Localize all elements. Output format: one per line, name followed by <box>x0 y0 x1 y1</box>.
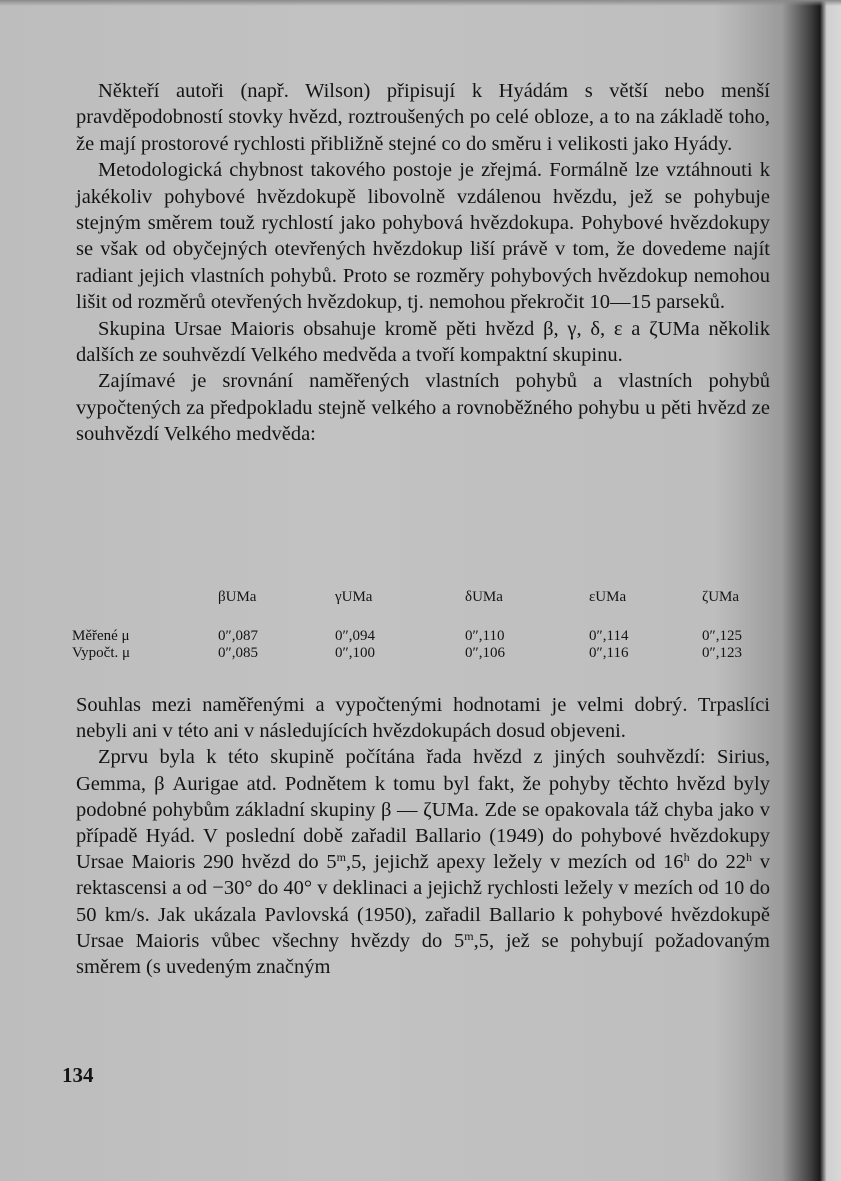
column-header: ζUMa <box>702 589 740 605</box>
paragraph-ballario <box>76 744 770 980</box>
paragraph-methodology: Metodologická chybnost takového postoje je zřejmá. Formálně lze vztáhnouti k jakékoliv pohybové hvězdokupě libovolně vzdálenou hvězdu, jež se pohybuje stejným směrem touž rychlostí jako pohybová hvězdokupa. Pohybové hvězdokupy se však od obyčejných otevřených hvězdokup liší právě v tom, že dovedeme najít radiant jejich vlastních pohybů. Proto se rozměry pohybových hvězdokup nemohou lišit od rozměrů otevřených hvězdokup, tj. nemohou překročit 10—15 parseků. <box>76 159 770 314</box>
superscript: m <box>336 850 347 865</box>
table-cell: 0″,125 <box>702 628 742 644</box>
table-cell: 0″,114 <box>589 628 629 644</box>
column-header: εUMa <box>589 589 627 605</box>
text-run: Zprvu byla k této skupině počítána řada hvězd z jiných souhvězdí: Sirius, Gemma, β Aurigae atd. Podnětem k tomu byl fakt, že pohyby těchto hvězd byly podobné pohybům základní skupiny β — ζUMa. Zde se opakovala táž chyba jako v případě Hyád. V poslední době zařadil Ballario (1949) do pohybové hvězdokupy Ursae Maioris 290 hvězd do 5 <box>76 746 770 874</box>
table-cell: 0″,100 <box>335 645 375 661</box>
paragraph-hyades-authors: Někteří autoři (např. Wilson) připisují k Hyádám s větší nebo menší pravděpodobností stovky hvězd, roztroušených po celé obloze, a to na základě toho, že mají prostorové rychlosti přibližně stejné co do směru i velikosti jako Hyády. <box>76 80 770 155</box>
superscript: h <box>746 850 753 865</box>
column-header <box>72 589 218 628</box>
table-row <box>72 628 772 645</box>
text-run: ,5, jež se pohybují požadovaným směrem (s uvedeným značným <box>76 929 770 979</box>
text-run: do 22 <box>689 851 747 874</box>
text-run: v rektascensi a od −30° do 40° v deklinaci a jejichž rychlosti ležely v mezích od 10 do 50 km/s. Jak ukázala Pavlovská (1950), zařadil Ballario k pohybové hvězdokupě Ursae Maioris vůbec všechny hvězdy do 5 <box>76 851 771 952</box>
table-cell: 0″,123 <box>702 645 742 661</box>
paragraph-agreement: Souhlas mezi naměřenými a vypočtenými hodnotami je velmi dobrý. Trpaslíci nebyli ani v této ani v následujících hvězdokupách dosud objeveni. <box>76 694 770 743</box>
table-row <box>72 645 772 662</box>
body-text-bottom <box>76 692 770 980</box>
proper-motion-table <box>72 589 772 662</box>
table-cell: 0″,094 <box>335 628 375 644</box>
table-cell: 0″,085 <box>218 645 258 661</box>
column-header: δUMa <box>465 589 503 605</box>
text-run: ,5, jejichž apexy ležely v mezích od 16 <box>346 851 684 874</box>
table-cell: 0″,106 <box>465 645 505 661</box>
paragraph-ursa-major-group: Skupina Ursae Maioris obsahuje kromě pěti hvězd β, γ, δ, ε a ζUMa několik dalších ze souhvězdí Velkého medvěda a tvoří kompaktní skupinu. <box>76 317 770 367</box>
paragraph-comparison-intro: Zajímavé je srovnání naměřených vlastních pohybů a vlastních pohybů vypočtených za předpokladu stejně velkého a rovnoběžného pohybu u pěti hvězd ze souhvězdí Velkého medvěda: <box>76 370 770 446</box>
superscript: m <box>464 928 474 943</box>
table-cell: 0″,087 <box>218 628 258 644</box>
table-cell: 0″,116 <box>589 645 629 661</box>
body-text-top <box>76 78 770 448</box>
superscript: h <box>683 850 690 865</box>
page-number: 134 <box>62 1063 94 1087</box>
row-label: Vypočt. μ <box>72 645 131 661</box>
column-header: βUMa <box>218 589 257 605</box>
column-header: γUMa <box>335 589 373 605</box>
table-cell: 0″,110 <box>465 628 505 644</box>
table-header-row <box>72 589 772 628</box>
row-label: Měřené μ <box>72 628 130 644</box>
